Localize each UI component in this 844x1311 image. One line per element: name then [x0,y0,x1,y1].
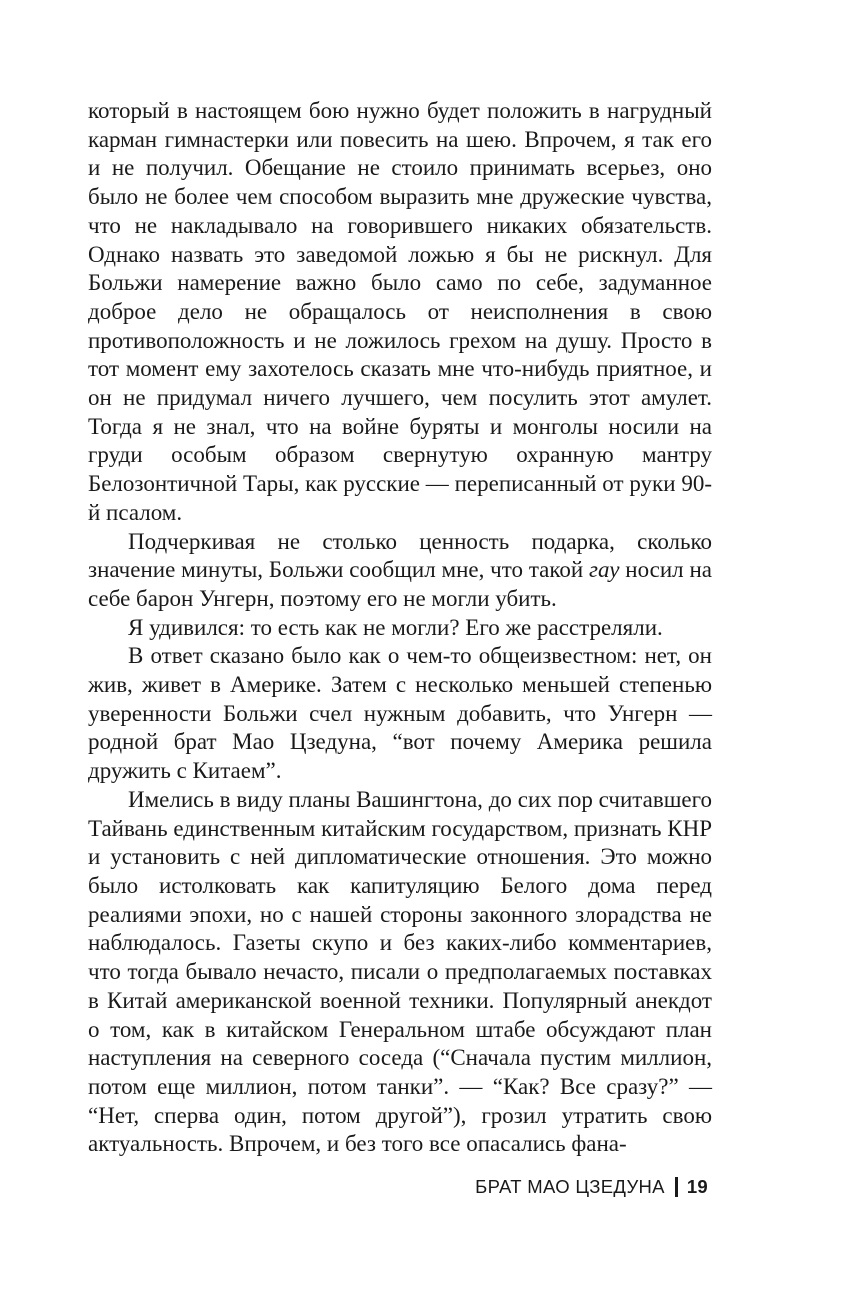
paragraph-2-text-end: носил на себе барон Унгерн, поэтому его не могли убить. [88,557,712,611]
paragraph-2 [88,528,712,614]
running-title: БРАТ МАО ЦЗЕДУНА [475,1176,665,1197]
footer-divider [675,1177,678,1197]
paragraph-1 [88,97,712,528]
paragraph-3-text: Я удивился: то есть как не могли? Его же расстреляли. [128,614,663,640]
paragraph-5-text: Имелись в виду планы Вашингтона, до сих пор считавшего Тайвань единственным китайским государством, признать КНР и установить с ней дипломатические отношения. Это можно было истолковать как капитуляцию Белого дома перед реалиями эпохи, но с нашей стороны законного злорадства не наблюдалось. Газеты скупо и без каких-либо комментариев, что тогда бывало нечасто, писали о предполагаемых поставках в Китай американской военной техники. Популярный анекдот о том, как в китайском Генеральном штабе обсуждают план наступления на северного соседа (“Сначала пустим миллион, потом еще миллион, потом танки”. — “Как? Все сразу?” — “Нет, сперва один, потом другой”), грозил утратить свою актуальность. Впрочем, и без того все опасались фана- [88,786,712,1157]
page-body-text [88,97,712,1159]
paragraph-2-text-start: Подчеркивая не столько ценность подарка, сколько значение минуты, Больжи сообщил мне, что такой [88,528,712,583]
page-number: 19 [686,1176,708,1197]
paragraph-4 [88,642,712,786]
paragraph-2-italic-term: гау [589,557,620,583]
paragraph-5 [88,786,712,1159]
paragraph-3 [88,614,712,643]
paragraph-4-text: В ответ сказано было как о чем-то общеизвестном: нет, он жив, живет в Америке. Затем с несколько меньшей степенью уверенности Больжи счел нужным добавить, что Унгерн — родной брат Мао Цзедуна, “вот почему Америка решила дружить с Китаем”. [88,643,712,784]
page-footer [475,1176,708,1198]
paragraph-1-text: который в настоящем бою нужно будет положить в нагрудный карман гимнастерки или повесить на шею. Впрочем, я так его и не получил. Обещание не стоило принимать всерьез, оно было не более чем способом выразить мне дружеские чувства, что не накладывало на говорившего никаких обязательств. Однако назвать это заведомой ложью я бы не рискнул. Для Больжи намерение важно было само по себе, задуманное доброе дело не обращалось от неисполнения в свою противоположность и не ложилось грехом на душу. Просто в тот момент ему захотелось сказать мне что-нибудь приятное, и он не придумал ничего лучшего, чем посулить этот амулет. Тогда я не знал, что на войне буряты и монголы носили на груди особым образом свернутую охранную мантру Белозонтичной Тары, как русские — переписанный от руки 90-й псалом. [88,98,712,525]
